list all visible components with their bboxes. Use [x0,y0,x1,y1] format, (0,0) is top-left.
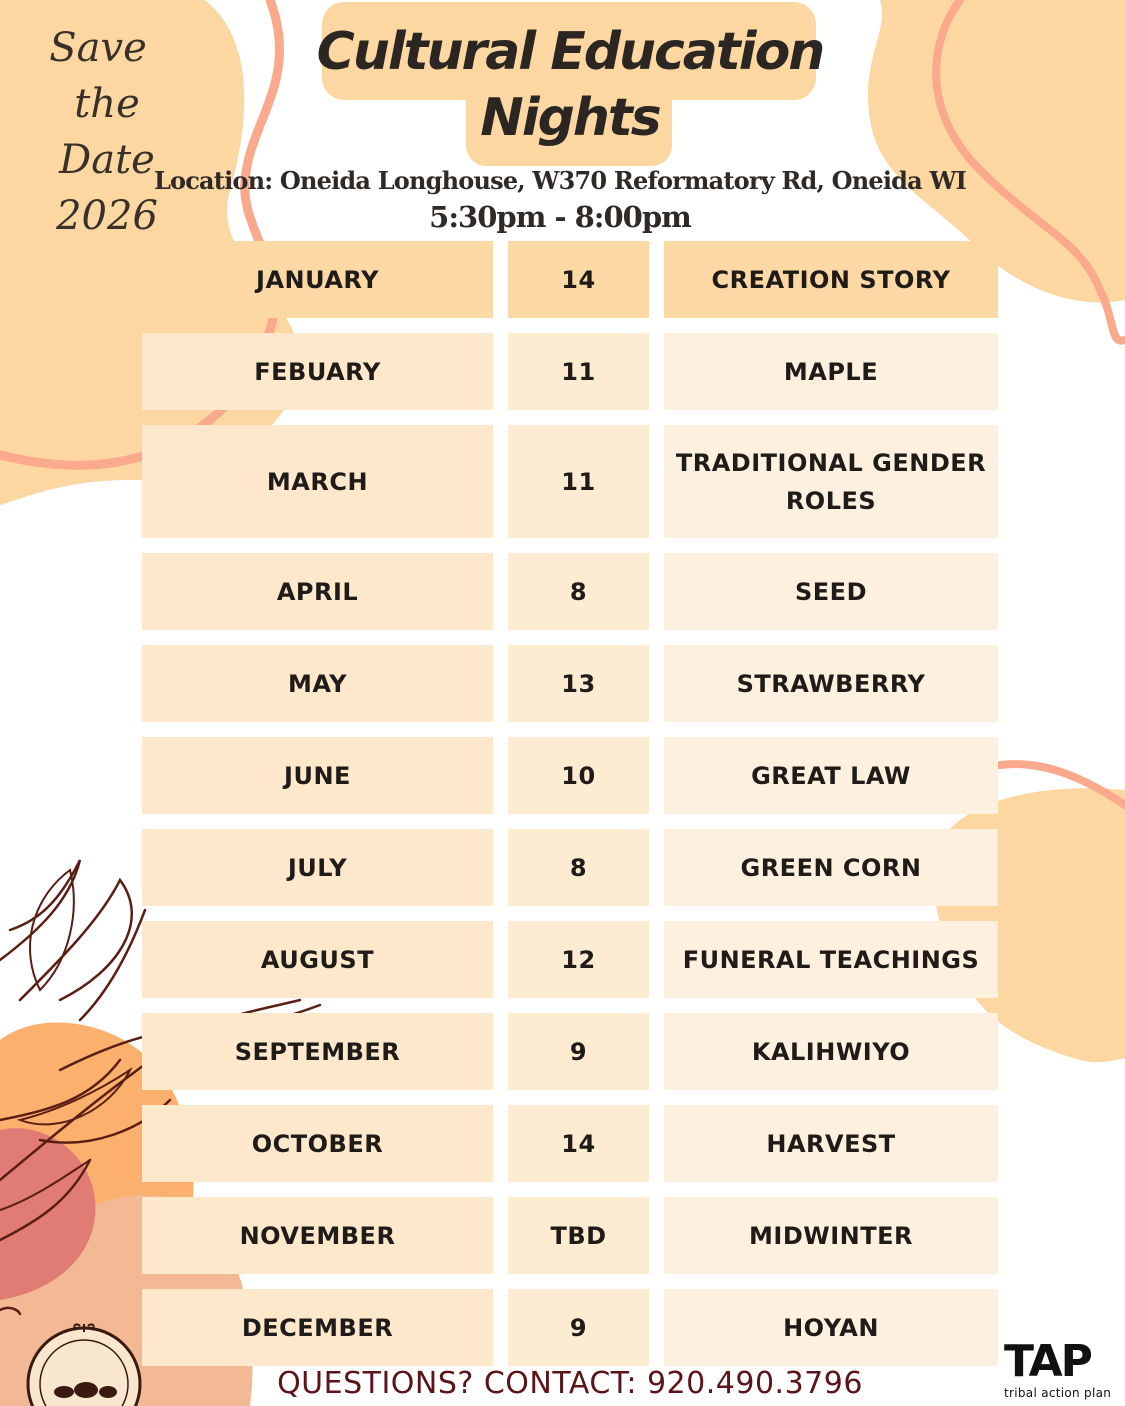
day-cell: 9 [508,1289,649,1366]
schedule-row [142,645,998,722]
day-cell: 14 [508,1105,649,1182]
tap-logo-wordmark: TAP [1004,1336,1091,1387]
topic-cell: MAPLE [664,333,998,410]
day-cell: 11 [508,425,649,538]
month-cell: JANUARY [142,241,493,318]
event-location: Location: Oneida Longhouse, W370 Reformatory Rd, Oneida WI [153,166,967,195]
topic-cell: HOYAN [664,1289,998,1366]
schedule-row [142,425,998,538]
topic-cell: HARVEST [664,1105,998,1182]
page-title-line-1: Cultural Education [316,22,824,82]
topic-cell: STRAWBERRY [664,645,998,722]
day-cell: 9 [508,1013,649,1090]
schedule-row [142,921,998,998]
event-time: 5:30pm - 8:00pm [429,200,691,234]
schedule-row [142,553,998,630]
month-cell: AUGUST [142,921,493,998]
month-cell: FEBUARY [142,333,493,410]
schedule-row [142,829,998,906]
topic-cell: GREAT LAW [664,737,998,814]
page-title-line-2: Nights [480,88,660,148]
schedule-row [142,333,998,410]
save-the-date-line-1: Save [49,25,147,71]
day-cell: 11 [508,333,649,410]
schedule-row [142,241,998,318]
topic-cell: TRADITIONAL GENDER ROLES [664,425,998,538]
save-the-date-line-2: the [74,81,140,127]
save-the-date-year: 2026 [56,193,158,239]
tap-logo-tagline: tribal action plan [1004,1386,1112,1400]
month-cell: JULY [142,829,493,906]
month-cell: OCTOBER [142,1105,493,1182]
topic-cell: KALIHWIYO [664,1013,998,1090]
schedule-row [142,1197,998,1274]
month-cell: MARCH [142,425,493,538]
month-cell: SEPTEMBER [142,1013,493,1090]
schedule-row [142,737,998,814]
tap-logo [1004,1336,1114,1400]
topic-cell: MIDWINTER [664,1197,998,1274]
day-cell: 13 [508,645,649,722]
cultural-heritage-seal-logo [24,1322,144,1406]
day-cell: 8 [508,553,649,630]
topic-cell: CREATION STORY [664,241,998,318]
month-cell: NOVEMBER [142,1197,493,1274]
topic-cell: SEED [664,553,998,630]
contact-info: QUESTIONS? CONTACT: 920.490.3796 [277,1366,863,1401]
day-cell: 14 [508,241,649,318]
month-cell: JUNE [142,737,493,814]
save-the-date-line-3: Date [59,137,155,183]
day-cell: TBD [508,1197,649,1274]
schedule-row [142,1013,998,1090]
topic-cell: FUNERAL TEACHINGS [664,921,998,998]
day-cell: 12 [508,921,649,998]
month-cell: DECEMBER [142,1289,493,1366]
day-cell: 10 [508,737,649,814]
day-cell: 8 [508,829,649,906]
schedule-row [142,1289,998,1366]
month-cell: MAY [142,645,493,722]
month-cell: APRIL [142,553,493,630]
schedule-row [142,1105,998,1182]
topic-cell: GREEN CORN [664,829,998,906]
save-the-date [22,20,192,244]
